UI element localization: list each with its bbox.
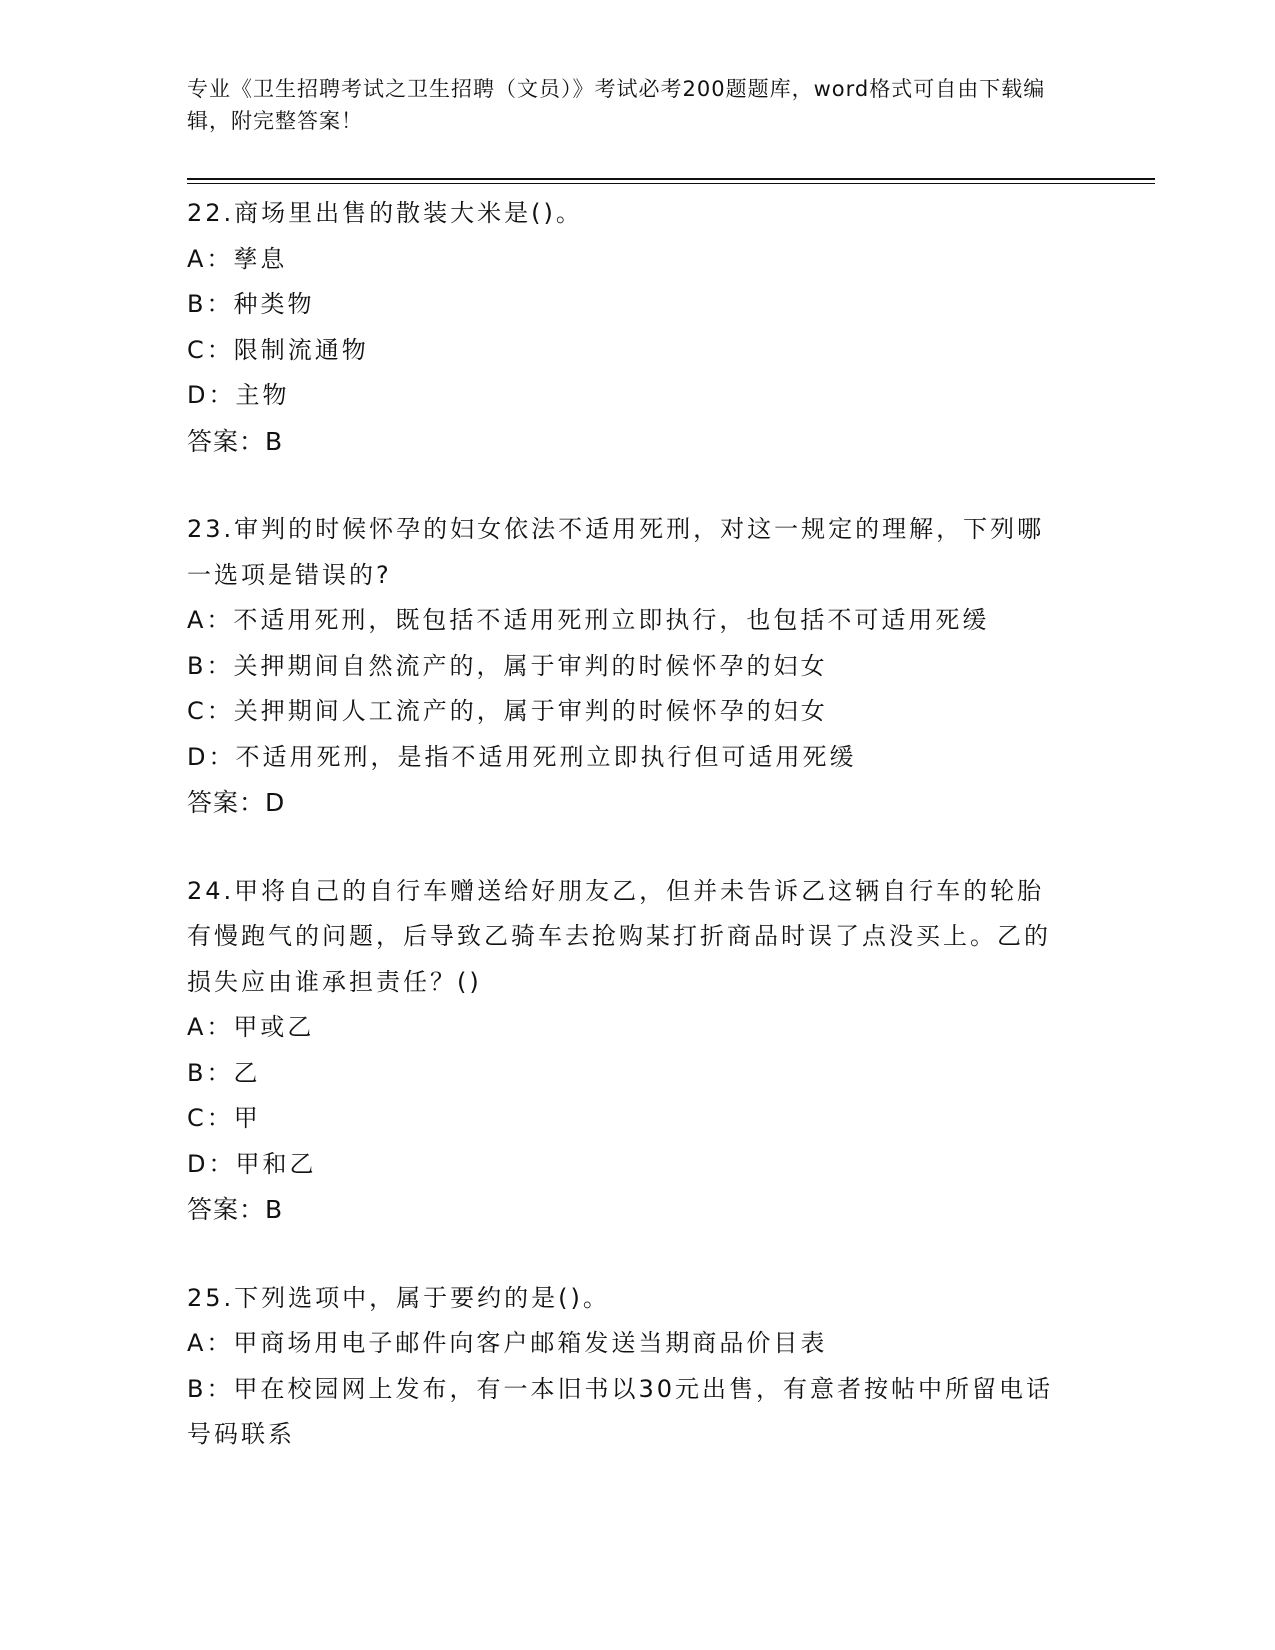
option-d: D：主物 (187, 381, 290, 409)
option-b: B：种类物 (187, 290, 315, 318)
option-c: C：关押期间人工流产的，属于审判的时候怀孕的妇女 (187, 697, 828, 725)
question-stem: 25.下列选项中，属于要约的是()。 (187, 1283, 610, 1312)
option-a: A：不适用死刑，既包括不适用死刑立即执行，也包括不可适用死缓 (187, 606, 990, 634)
option-c: C：限制流通物 (187, 335, 369, 364)
answer: 答案：B (187, 426, 284, 456)
option-a: A：甲或乙 (187, 1013, 315, 1041)
question-22 (187, 191, 1087, 464)
answer: 答案：D (187, 788, 286, 817)
header-divider-thick (187, 178, 1155, 180)
option-b: B：甲在校园网上发布，有一本旧书以30元出售，有意者按帖中所留电话号码联系 (187, 1374, 1054, 1448)
option-a: A：甲商场用电子邮件向客户邮箱发送当期商品价目表 (187, 1329, 828, 1357)
question-25 (187, 1276, 1087, 1458)
question-stem: 24.甲将自己的自行车赠送给好朋友乙，但并未告诉乙这辆自行车的轮胎有慢跑气的问题，后导致乙骑车去抢购某打折商品时误了点没买上。乙的损失应由谁承担责任？() (187, 876, 1051, 996)
document-header: 专业《卫生招聘考试之卫生招聘（文员）》考试必考200题题库，word格式可自由下载编辑，附完整答案！ (187, 77, 1046, 133)
option-a: A：孳息 (187, 244, 288, 273)
header-divider-thin (187, 183, 1155, 184)
option-b: B：关押期间自然流产的，属于审判的时候怀孕的妇女 (187, 651, 828, 680)
question-list (187, 191, 1087, 1501)
option-d: D：甲和乙 (187, 1149, 317, 1178)
question-stem: 22.商场里出售的散装大米是()。 (187, 199, 583, 227)
answer: 答案：B (187, 1195, 284, 1224)
option-d: D：不适用死刑，是指不适用死刑立即执行但可适用死缓 (187, 742, 857, 771)
option-b: B：乙 (187, 1058, 261, 1087)
question-23 (187, 507, 1087, 826)
question-stem: 23.审判的时候怀孕的妇女依法不适用死刑，对这一规定的理解，下列哪一选项是错误的? (187, 515, 1045, 589)
question-24 (187, 869, 1087, 1233)
option-c: C：甲 (187, 1104, 261, 1132)
